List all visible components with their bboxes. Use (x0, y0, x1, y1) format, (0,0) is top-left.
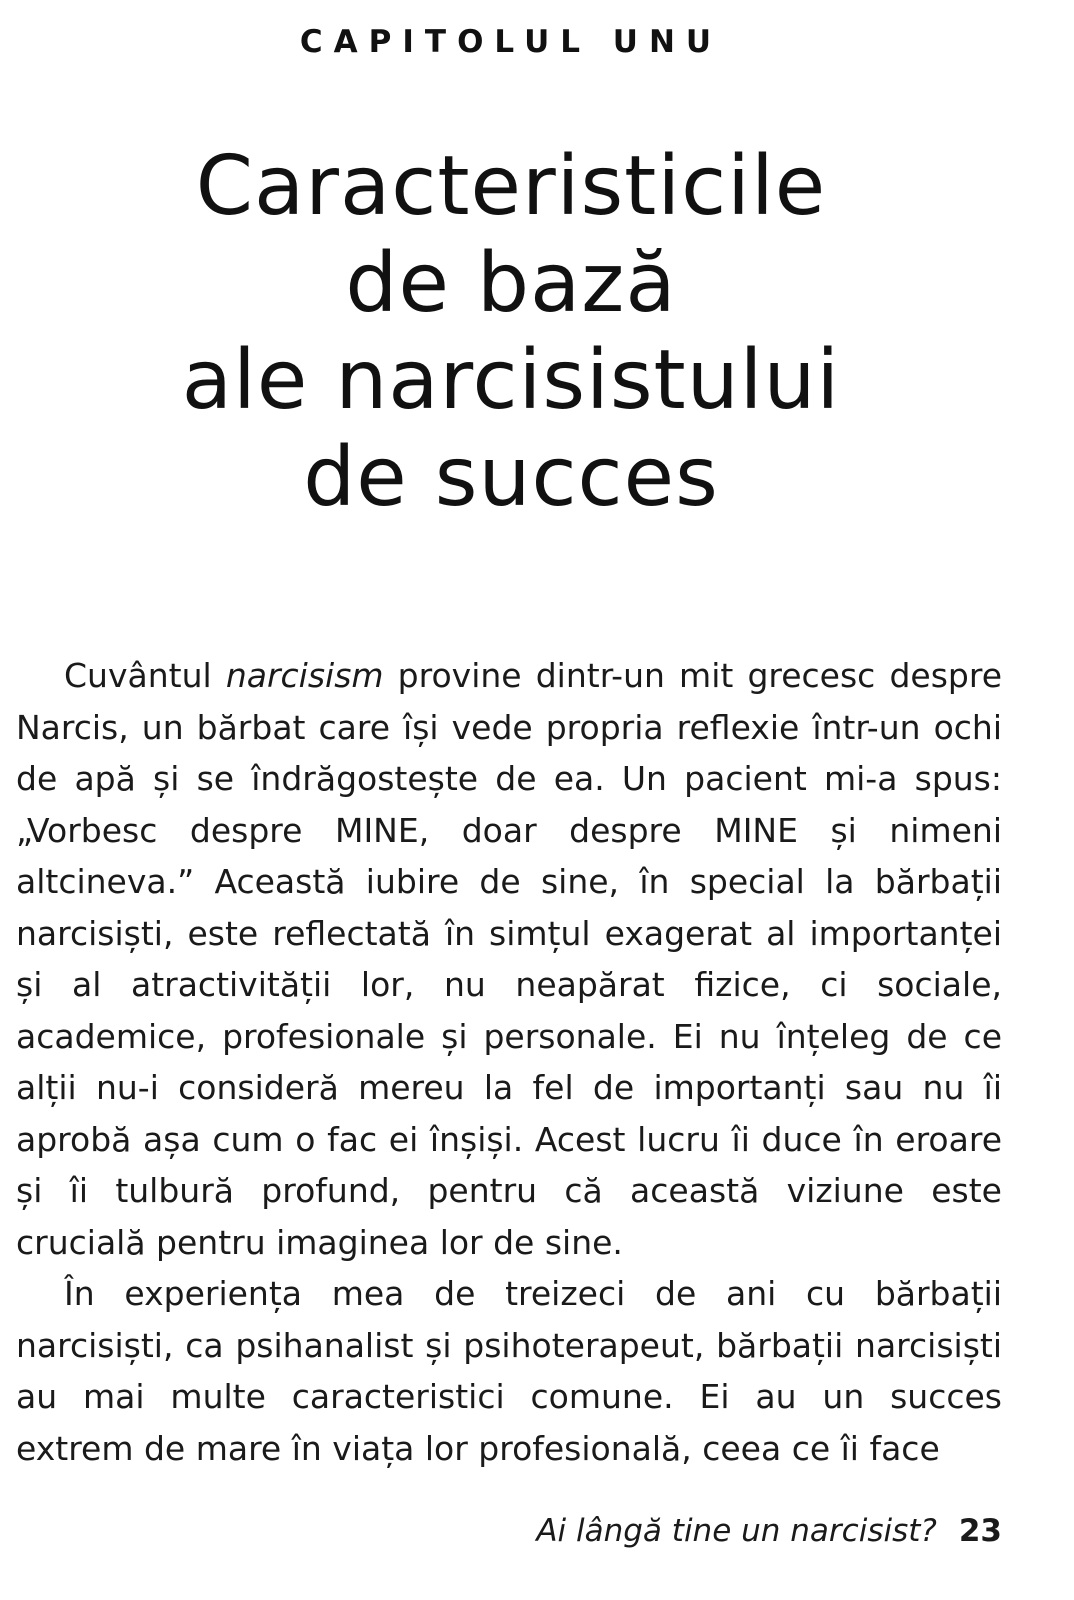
paragraph: În experiența mea de treizeci de ani cu bărbații narcisiști, ca psihanalist și psihoterapeut, bărbații narcisiști au mai multe caracteristici comune. Ei au un succes extrem de mare în viața lor profesională, ceea ce îi face (16, 1274, 1002, 1468)
paragraph-text: Cuvântul (64, 656, 226, 695)
chapter-label: CAPITOLUL UNU (299, 24, 723, 60)
emphasized-word: narcisism (225, 656, 384, 695)
chapter-title (0, 138, 1022, 526)
page-footer (536, 1513, 1002, 1549)
chapter-title-line: de bază (345, 236, 677, 331)
running-book-title: Ai lângă tine un narcisist? (536, 1513, 937, 1549)
paragraph (16, 650, 1002, 1268)
chapter-title-line: ale narcisistului (181, 333, 841, 428)
chapter-title-line: Caracteristicile (195, 139, 827, 234)
paragraph-text: provine dintr-un mit grecesc despre Narcis, un bărbat care își vede propria reflexie într-un ochi de apă și se îndrăgostește de ea. Un pacient mi-a spus: „Vorbesc despre MINE, doar despre MINE și nimeni altcineva.” Această iubire de sine, în special la bărbații narcisiști, este reflectată în simțul exagerat al importanței și al atractivității lor, nu neapărat fizice, ci sociale, academice, profesionale și personale. Ei nu înțeleg de ce alții nu-i consideră mereu la fel de importanți sau nu îi aprobă așa cum o fac ei înșiși. Acest lucru îi duce în eroare și îi tulbură profund, pentru că această viziune este crucială pentru imaginea lor de sine. (16, 656, 1003, 1262)
body-text (16, 650, 1002, 1474)
page-number: 23 (958, 1513, 1002, 1549)
chapter-title-line: de succes (303, 430, 719, 525)
